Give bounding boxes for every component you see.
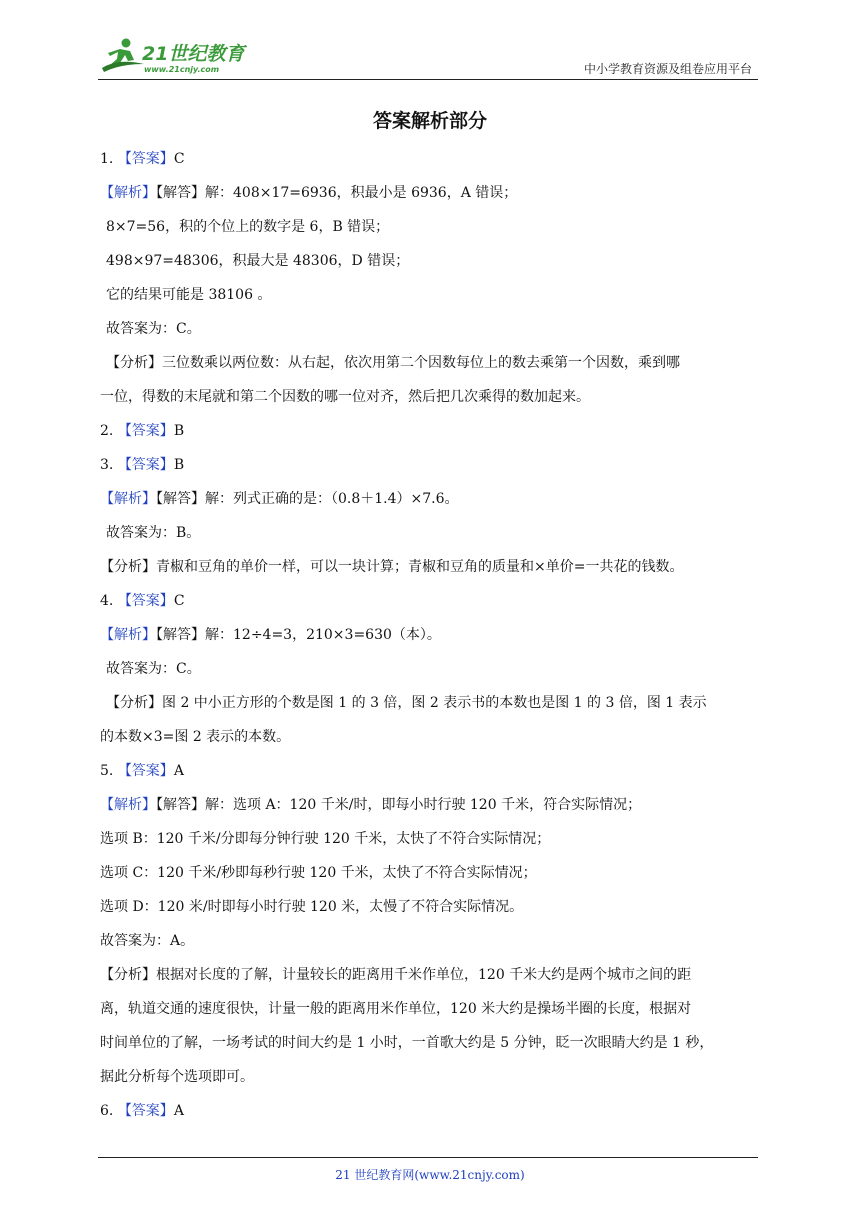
q5-analysis-2: 离，轨道交通的速度很快，计量一般的距离用米作单位，120 米大约是操场半圈的长度，根据对 (100, 1001, 692, 1017)
q5-option-d: 选项 D：120 米/时即每小时行驶 120 米，太慢了不符合实际情况。 (100, 899, 524, 915)
q4-conclusion: 故答案为：C。 (106, 661, 201, 677)
q5-conclusion: 故答案为：A。 (100, 933, 195, 949)
q3-conclusion: 故答案为：B。 (106, 525, 201, 541)
page-title: 答案解析部分 (372, 110, 487, 132)
q1-answer: C (173, 151, 185, 167)
q3-solution-line (100, 489, 760, 509)
logo (98, 34, 268, 76)
q5-solution: 【解答】解：选项 A：120 千米/时，即每小时行驶 120 千米，符合实际情况； (156, 797, 642, 813)
q1-line-3: 498×97=48306，积最大是 48306，D 错误； (106, 253, 410, 269)
q1-number: 1. (100, 151, 114, 167)
q1-conclusion: 故答案为：C。 (106, 321, 201, 337)
q6-number: 6. (100, 1103, 114, 1119)
q1-analysis-2: 一位，得数的末尾就和第二个因数的哪一位对齐，然后把几次乘得的数加起来。 (100, 389, 590, 405)
q1-solution: 【解答】解：408×17=6936，积最小是 6936，A 错误； (156, 185, 518, 201)
q5-solution-line (100, 795, 760, 815)
q1-line-2: 8×7=56，积的个位上的数字是 6，B 错误； (106, 219, 390, 235)
q4-solution: 【解答】解：12÷4=3，210×3=630（本）。 (156, 627, 441, 643)
q1-line-4: 它的结果可能是 38106 。 (106, 287, 272, 303)
answer-tag: 【答案】 (117, 457, 174, 473)
q5-option-b: 选项 B：120 千米/分即每分钟行驶 120 千米，太快了不符合实际情况； (100, 831, 551, 847)
q3-number: 3. (100, 457, 114, 473)
analysis-tag: 【解析】 (100, 185, 156, 201)
runner-icon (102, 39, 144, 73)
answer-tag: 【答案】 (117, 151, 174, 167)
header-divider (98, 79, 758, 80)
answer-tag: 【答案】 (117, 1103, 174, 1119)
q4-answer-line (100, 591, 760, 611)
q3-analysis: 【分析】青椒和豆角的单价一样，可以一块计算；青椒和豆角的质量和×单价=一共花的钱数。 (100, 559, 684, 575)
q5-option-c: 选项 C：120 千米/秒即每秒行驶 120 千米，太快了不符合实际情况； (100, 865, 537, 881)
q6-answer: A (173, 1103, 184, 1119)
q5-answer-line (100, 761, 760, 781)
q3-answer: B (173, 457, 185, 473)
logo-url: www.21cnjy.com (144, 65, 220, 74)
q4-number: 4. (100, 593, 114, 609)
page-footer[interactable]: 21 世纪教育网(www.21cnjy.com) (335, 1168, 525, 1182)
answer-tag: 【答案】 (117, 423, 174, 439)
q2-answer-line (100, 421, 760, 441)
q5-number: 5. (100, 763, 114, 779)
q5-analysis-3: 时间单位的了解，一场考试的时间大约是 1 小时，一首歌大约是 5 分钟，眨一次眼睛大约是 1 秒， (100, 1035, 714, 1051)
logo-text: 21世纪教育 (142, 43, 245, 65)
q4-analysis-1: 【分析】图 2 中小正方形的个数是图 1 的 3 倍，图 2 表示书的本数也是图 1 的 3 倍，图 1 表示 (106, 695, 707, 711)
q1-answer-line (100, 149, 760, 169)
q4-analysis-2: 的本数×3=图 2 表示的本数。 (100, 729, 291, 745)
answer-tag: 【答案】 (117, 763, 174, 779)
q3-solution: 【解答】解：列式正确的是：（0.8＋1.4）×7.6。 (156, 491, 459, 507)
footer-divider (98, 1157, 758, 1158)
q2-number: 2. (100, 423, 114, 439)
q1-solution-line (100, 183, 760, 203)
answer-tag: 【答案】 (117, 593, 174, 609)
q1-analysis-1: 【分析】三位数乘以两位数：从右起，依次用第二个因数每位上的数去乘第一个因数，乘到哪 (106, 355, 680, 371)
page-header (98, 30, 758, 80)
analysis-tag: 【解析】 (100, 491, 156, 507)
platform-name: 中小学教育资源及组卷应用平台 (583, 62, 752, 76)
analysis-tag: 【解析】 (100, 627, 156, 643)
q6-answer-line (100, 1101, 760, 1121)
q5-analysis-4: 据此分析每个选项即可。 (100, 1069, 254, 1085)
q4-answer: C (173, 593, 185, 609)
q5-analysis-1: 【分析】根据对长度的了解，计量较长的距离用千米作单位，120 千米大约是两个城市之间的距 (100, 967, 692, 983)
q3-answer-line (100, 455, 760, 475)
q2-answer: B (173, 423, 185, 439)
q5-answer: A (173, 763, 184, 779)
q4-solution-line (100, 625, 760, 645)
analysis-tag: 【解析】 (100, 797, 156, 813)
